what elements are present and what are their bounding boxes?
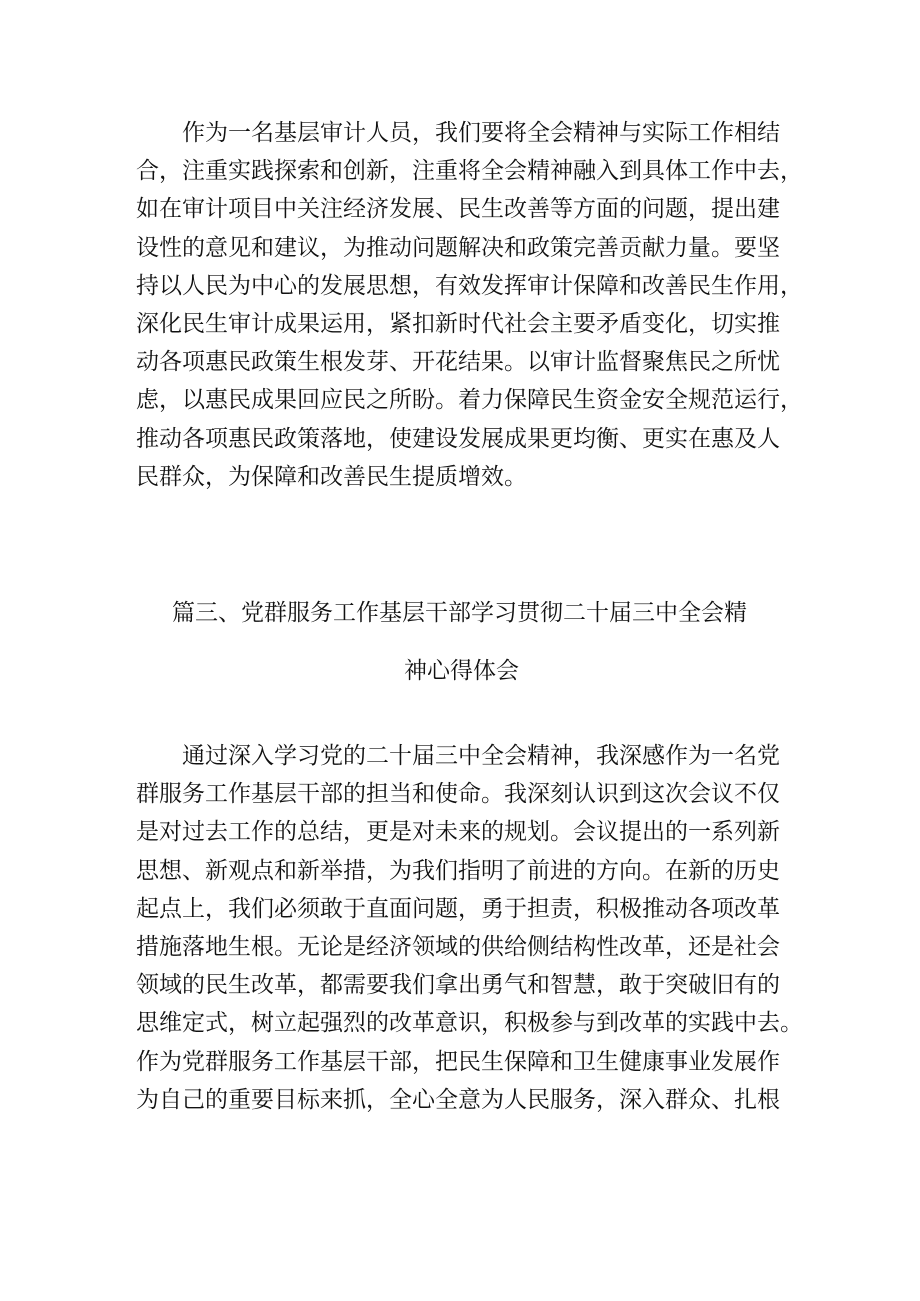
paragraph-line: 领域的民生改革，都需要我们拿出勇气和智慧，敢于突破旧有的 xyxy=(136,972,780,999)
paragraph-line: 起点上，我们必须敢于直面问题，勇于担责，积极推动各项改革 xyxy=(136,895,780,922)
paragraph-line: 推动各项惠民政策落地，使建设发展成果更均衡、更实在惠及人 xyxy=(136,425,780,452)
paragraph-line: 虑，以惠民成果回应民之所盼。着力保障民生资金安全规范运行， xyxy=(136,387,803,414)
paragraph-line: 民群众，为保障和改善民生提质增效。 xyxy=(136,463,527,490)
paragraph-line: 措施落地生根。无论是经济领域的供给侧结构性改革，还是社会 xyxy=(136,934,780,961)
paragraph-line: 设性的意见和建议，为推动问题解决和政策完善贡献力量。要坚 xyxy=(136,234,780,261)
paragraph-line: 是对过去工作的总结，更是对未来的规划。会议提出的一系列新 xyxy=(136,819,780,846)
paragraph-audit xyxy=(136,114,808,496)
paragraph-party-service xyxy=(136,737,808,1119)
section-heading-line-2: 神心得体会 xyxy=(404,658,519,684)
paragraph-line: 合，注重实践探索和创新，注重将全会精神融入到具体工作中去， xyxy=(136,158,803,185)
section-heading-line-1: 篇三、党群服务工作基层干部学习贯彻二十届三中全会精 xyxy=(172,600,747,626)
paragraph-line: 为自己的重要目标来抓，全心全意为人民服务，深入群众、扎根 xyxy=(136,1086,780,1113)
paragraph-line: 动各项惠民政策生根发芽、开花结果。以审计监督聚焦民之所忧 xyxy=(136,349,780,376)
paragraph-line: 深化民生审计成果运用，紧扣新时代社会主要矛盾变化，切实推 xyxy=(136,311,780,338)
paragraph-line: 持以人民为中心的发展思想，有效发挥审计保障和改善民生作用， xyxy=(136,272,803,299)
paragraph-line: 作为一名基层审计人员，我们要将全会精神与实际工作相结 xyxy=(182,120,780,146)
paragraph-line: 通过深入学习党的二十届三中全会精神，我深感作为一名党 xyxy=(182,743,780,769)
paragraph-line: 思想、新观点和新举措，为我们指明了前进的方向。在新的历史 xyxy=(136,857,780,884)
paragraph-line: 如在审计项目中关注经济发展、民生改善等方面的问题，提出建 xyxy=(136,196,780,223)
paragraph-line: 思维定式，树立起强烈的改革意识，积极参与到改革的实践中去。 xyxy=(136,1010,803,1037)
paragraph-line: 群服务工作基层干部的担当和使命。我深刻认识到这次会议不仅 xyxy=(136,781,780,808)
paragraph-line: 作为党群服务工作基层干部，把民生保障和卫生健康事业发展作 xyxy=(136,1048,780,1075)
